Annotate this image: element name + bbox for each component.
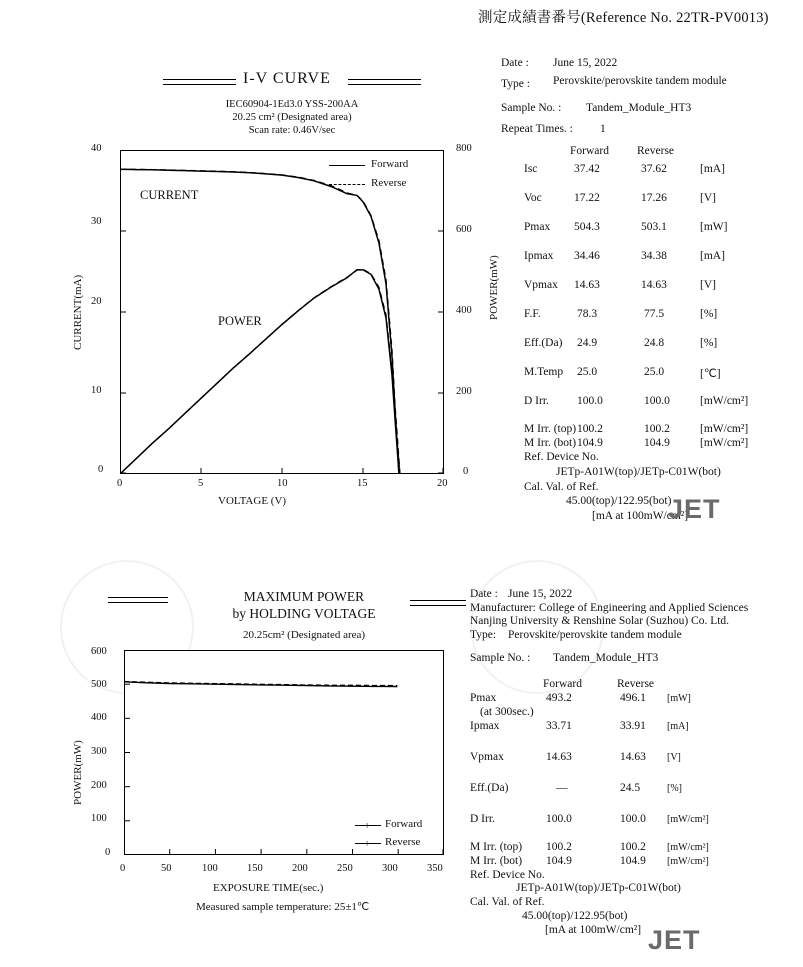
iv-xtick: 15 [357, 478, 368, 489]
top-repeat-label: Repeat Times. : [501, 123, 573, 135]
mp-ytick: 200 [91, 780, 107, 791]
iv-xtick: 10 [277, 478, 288, 489]
table-row-name: Vpmax [524, 279, 558, 291]
table-row-name: Isc [524, 163, 538, 175]
bottom-date-label: Date : [470, 588, 498, 600]
table-row-reverse: 503.1 [641, 221, 667, 233]
iv-legend [329, 158, 439, 191]
legend-label: Forward [371, 158, 409, 170]
bottom-sample-label: Sample No. : [470, 652, 531, 664]
reference-number: 測定成績書番号(Reference No. 22TR-PV0013) [478, 10, 769, 26]
legend-item-reverse [329, 177, 439, 191]
table-row-unit: [mW/cm²] [667, 856, 709, 867]
table-row-name: M Irr. (top) [524, 423, 577, 435]
table-row-name: Pmax [524, 221, 551, 233]
top-ref-device-value: JETp-A01W(top)/JETp-C01W(bot) [556, 466, 721, 478]
table-row-name: Voc [524, 192, 542, 204]
table-row-forward: 14.63 [574, 279, 600, 291]
iv-ytick-left: 30 [91, 216, 102, 227]
table-row-reverse: 24.8 [644, 337, 665, 349]
table-row-name: Ipmax [524, 250, 554, 262]
mp-xtick: 0 [120, 863, 126, 874]
mp-ytick: 300 [91, 746, 107, 757]
table-row-unit: [%] [667, 783, 682, 794]
bottom-sample-value: Tandem_Module_HT3 [553, 652, 659, 664]
iv-ytick-right: 600 [456, 224, 472, 235]
table-row-name: Pmax [470, 692, 497, 704]
iv-curve-title: I-V CURVE [243, 70, 331, 87]
top-sample-value: Tandem_Module_HT3 [586, 102, 692, 114]
bottom-ref-device-value: JETp-A01W(top)/JETp-C01W(bot) [516, 882, 681, 894]
mp-xtick: 250 [337, 863, 353, 874]
table-row-reverse: 34.38 [641, 250, 667, 262]
bottom-col-reverse: Reverse [617, 678, 655, 690]
mp-legend [355, 818, 450, 850]
mp-rule-left-2 [108, 602, 168, 603]
table-row-unit: [%] [700, 337, 718, 349]
plus-marker-icon: + [364, 820, 371, 832]
mp-xlabel: EXPOSURE TIME(sec.) [213, 882, 324, 894]
top-cal-unit: [mA at 100mW/cm²] [592, 510, 689, 522]
table-row-name: Ipmax [470, 720, 500, 732]
title-rule-left-2 [163, 84, 236, 85]
table-row-name: F.F. [524, 308, 541, 320]
top-cal-value: 45.00(top)/122.95(bot) [566, 495, 672, 507]
table-row-forward: 24.9 [577, 337, 598, 349]
bottom-cal-unit: [mA at 100mW/cm²] [545, 924, 642, 936]
table-row-reverse: 100.2 [620, 841, 646, 853]
bottom-type-label: Type: [470, 629, 497, 641]
table-row-name: D Irr. [470, 813, 495, 825]
table-row-reverse: 104.9 [644, 437, 670, 449]
iv-ytick-right: 0 [463, 466, 469, 477]
table-row-unit: [mA] [667, 721, 689, 732]
table-row-forward: 33.71 [546, 720, 572, 732]
table-row-unit: [mW/cm²] [667, 814, 709, 825]
legend-item-forward [355, 818, 450, 832]
top-col-reverse: Reverse [637, 145, 675, 157]
table-row-unit: [mA] [700, 250, 725, 262]
table-row-forward: 100.0 [546, 813, 572, 825]
mp-xtick: 100 [202, 863, 218, 874]
table-row-unit: [mA] [700, 163, 725, 175]
table-row-unit: [V] [700, 279, 716, 291]
top-ref-device-label: Ref. Device No. [524, 451, 599, 463]
top-repeat-value: 1 [600, 123, 606, 135]
bottom-ref-device-label: Ref. Device No. [470, 869, 545, 881]
title-rule-left [163, 79, 236, 80]
iv-ytick-right: 800 [456, 143, 472, 154]
iv-ytick-left: 20 [91, 296, 102, 307]
table-row-reverse: 25.0 [644, 366, 665, 378]
table-row-forward: 34.46 [574, 250, 600, 262]
iv-xtick: 0 [117, 478, 123, 489]
iv-xtick: 5 [198, 478, 204, 489]
table-row-forward: 37.42 [574, 163, 600, 175]
jet-logo [668, 494, 721, 525]
title-rule-right-2 [348, 84, 421, 85]
iv-ytick-left: 40 [91, 143, 102, 154]
mp-xnote: Measured sample temperature: 25±1℃ [196, 901, 370, 913]
bottom-manufacturer-label: Manufacturer: [470, 602, 536, 614]
table-row-subnote: (at 300sec.) [480, 706, 534, 718]
iv-ytick-right: 200 [456, 386, 472, 397]
table-row-unit: [mW] [667, 693, 691, 704]
table-row-unit: [mW/cm²] [667, 842, 709, 853]
table-row-name: M.Temp [524, 366, 564, 378]
top-type-value: Perovskite/perovskite tandem module [553, 75, 727, 87]
table-row-forward: 104.9 [577, 437, 603, 449]
top-col-forward: Forward [570, 145, 609, 157]
table-row-forward: 100.2 [546, 841, 572, 853]
table-row-name: M Irr. (top) [470, 841, 523, 853]
mp-xtick: 350 [427, 863, 443, 874]
table-row-reverse: 100.0 [620, 813, 646, 825]
legend-label: Reverse [371, 177, 407, 189]
mp-ytick: 500 [91, 679, 107, 690]
bottom-col-forward: Forward [543, 678, 582, 690]
table-row-name: M Irr. (bot) [470, 855, 523, 867]
iv-ylabel-left: CURRENT(mA) [72, 274, 84, 350]
table-row-reverse: 104.9 [620, 855, 646, 867]
legend-label: Reverse [385, 836, 421, 848]
table-row-reverse: 24.5 [620, 782, 641, 794]
table-row-forward: 17.22 [574, 192, 600, 204]
table-row-reverse: 77.5 [644, 308, 665, 320]
table-row-forward: 504.3 [574, 221, 600, 233]
table-row-unit: [℃] [700, 368, 721, 380]
table-row-unit: [mW] [700, 221, 728, 233]
table-row-forward: — [556, 782, 568, 794]
iv-xtick: 20 [437, 478, 448, 489]
bottom-date-value: June 15, 2022 [508, 588, 573, 600]
iv-caption-2: 20.25 cm² (Designated area) [232, 112, 352, 123]
plus-marker-icon: + [364, 838, 371, 850]
legend-item-forward [329, 158, 439, 172]
top-sample-label: Sample No. : [501, 102, 562, 114]
legend-item-reverse [355, 836, 450, 850]
table-row-reverse: 33.91 [620, 720, 646, 732]
bottom-manufacturer-value-2: Nanjing University & Renshine Solar (Suzhou) Co. Ltd. [470, 615, 730, 627]
iv-power-annotation: POWER [218, 314, 262, 328]
table-row-forward: 14.63 [546, 751, 572, 763]
top-date-value: June 15, 2022 [553, 57, 618, 69]
jet-logo-text: JET [648, 925, 701, 955]
iv-caption-3: Scan rate: 0.46V/sec [248, 125, 336, 136]
table-row-unit: [mW/cm²] [700, 437, 749, 449]
table-row-reverse: 17.26 [641, 192, 667, 204]
table-row-unit: [mW/cm²] [700, 423, 749, 435]
mp-ylabel: POWER(mW) [72, 740, 84, 805]
mp-caption: 20.25cm² (Designated area) [242, 629, 366, 641]
table-row-name: M Irr. (bot) [524, 437, 577, 449]
mp-xtick: 150 [247, 863, 263, 874]
iv-current-annotation: CURRENT [140, 188, 199, 202]
table-row-forward: 25.0 [577, 366, 598, 378]
mp-xtick: 200 [292, 863, 308, 874]
mp-ytick: 0 [105, 847, 111, 858]
table-row-forward: 78.3 [577, 308, 598, 320]
table-row-name: Eff.(Da) [524, 337, 563, 349]
solid-line-icon [329, 165, 365, 166]
table-row-forward: 100.2 [577, 423, 603, 435]
mp-title-line2: by HOLDING VOLTAGE [232, 606, 376, 621]
dashed-line-icon [329, 184, 365, 185]
table-row-unit: [mW/cm²] [700, 395, 749, 407]
table-row-reverse: 100.2 [644, 423, 670, 435]
table-row-forward: 100.0 [577, 395, 603, 407]
top-date-label: Date : [501, 57, 529, 69]
mp-title-line1: MAXIMUM POWER [243, 589, 365, 604]
iv-caption-1: IEC60904-1Ed3.0 YSS-200AA [225, 99, 359, 110]
table-row-reverse: 14.63 [620, 751, 646, 763]
jet-logo-text: JET [668, 494, 721, 524]
mp-rule-right [410, 600, 466, 601]
table-row-forward: 104.9 [546, 855, 572, 867]
bottom-cal-value: 45.00(top)/122.95(bot) [522, 910, 628, 922]
table-row-forward: 493.2 [546, 692, 572, 704]
table-row-unit: [V] [667, 752, 681, 763]
title-rule-right [348, 79, 421, 80]
iv-xlabel: VOLTAGE (V) [218, 495, 287, 507]
bottom-manufacturer-value: College of Engineering and Applied Sciences [539, 602, 749, 614]
table-row-name: D Irr. [524, 395, 549, 407]
iv-ylabel-right: POWER(mW) [488, 255, 500, 320]
table-row-unit: [V] [700, 192, 716, 204]
legend-label: Forward [385, 818, 423, 830]
table-row-reverse: 496.1 [620, 692, 646, 704]
iv-ytick-right: 400 [456, 305, 472, 316]
table-row-reverse: 14.63 [641, 279, 667, 291]
top-cal-label: Cal. Val. of Ref. [524, 481, 599, 493]
bottom-cal-label: Cal. Val. of Ref. [470, 896, 545, 908]
bottom-type-value: Perovskite/perovskite tandem module [508, 629, 682, 641]
iv-ytick-left: 10 [91, 385, 102, 396]
table-row-unit: [%] [700, 308, 718, 320]
jet-logo-bottom [648, 925, 701, 956]
mp-xtick: 50 [161, 863, 172, 874]
top-type-label: Type : [501, 78, 530, 90]
mp-xtick: 300 [382, 863, 398, 874]
table-row-name: Vpmax [470, 751, 504, 763]
mp-rule-right-2 [410, 605, 466, 606]
table-row-reverse: 37.62 [641, 163, 667, 175]
mp-ytick: 100 [91, 813, 107, 824]
iv-ytick-left: 0 [98, 464, 104, 475]
mp-ytick: 400 [91, 712, 107, 723]
mp-rule-left [108, 597, 168, 598]
watermark [470, 560, 604, 694]
mp-ytick: 600 [91, 646, 107, 657]
table-row-name: Eff.(Da) [470, 782, 509, 794]
table-row-reverse: 100.0 [644, 395, 670, 407]
